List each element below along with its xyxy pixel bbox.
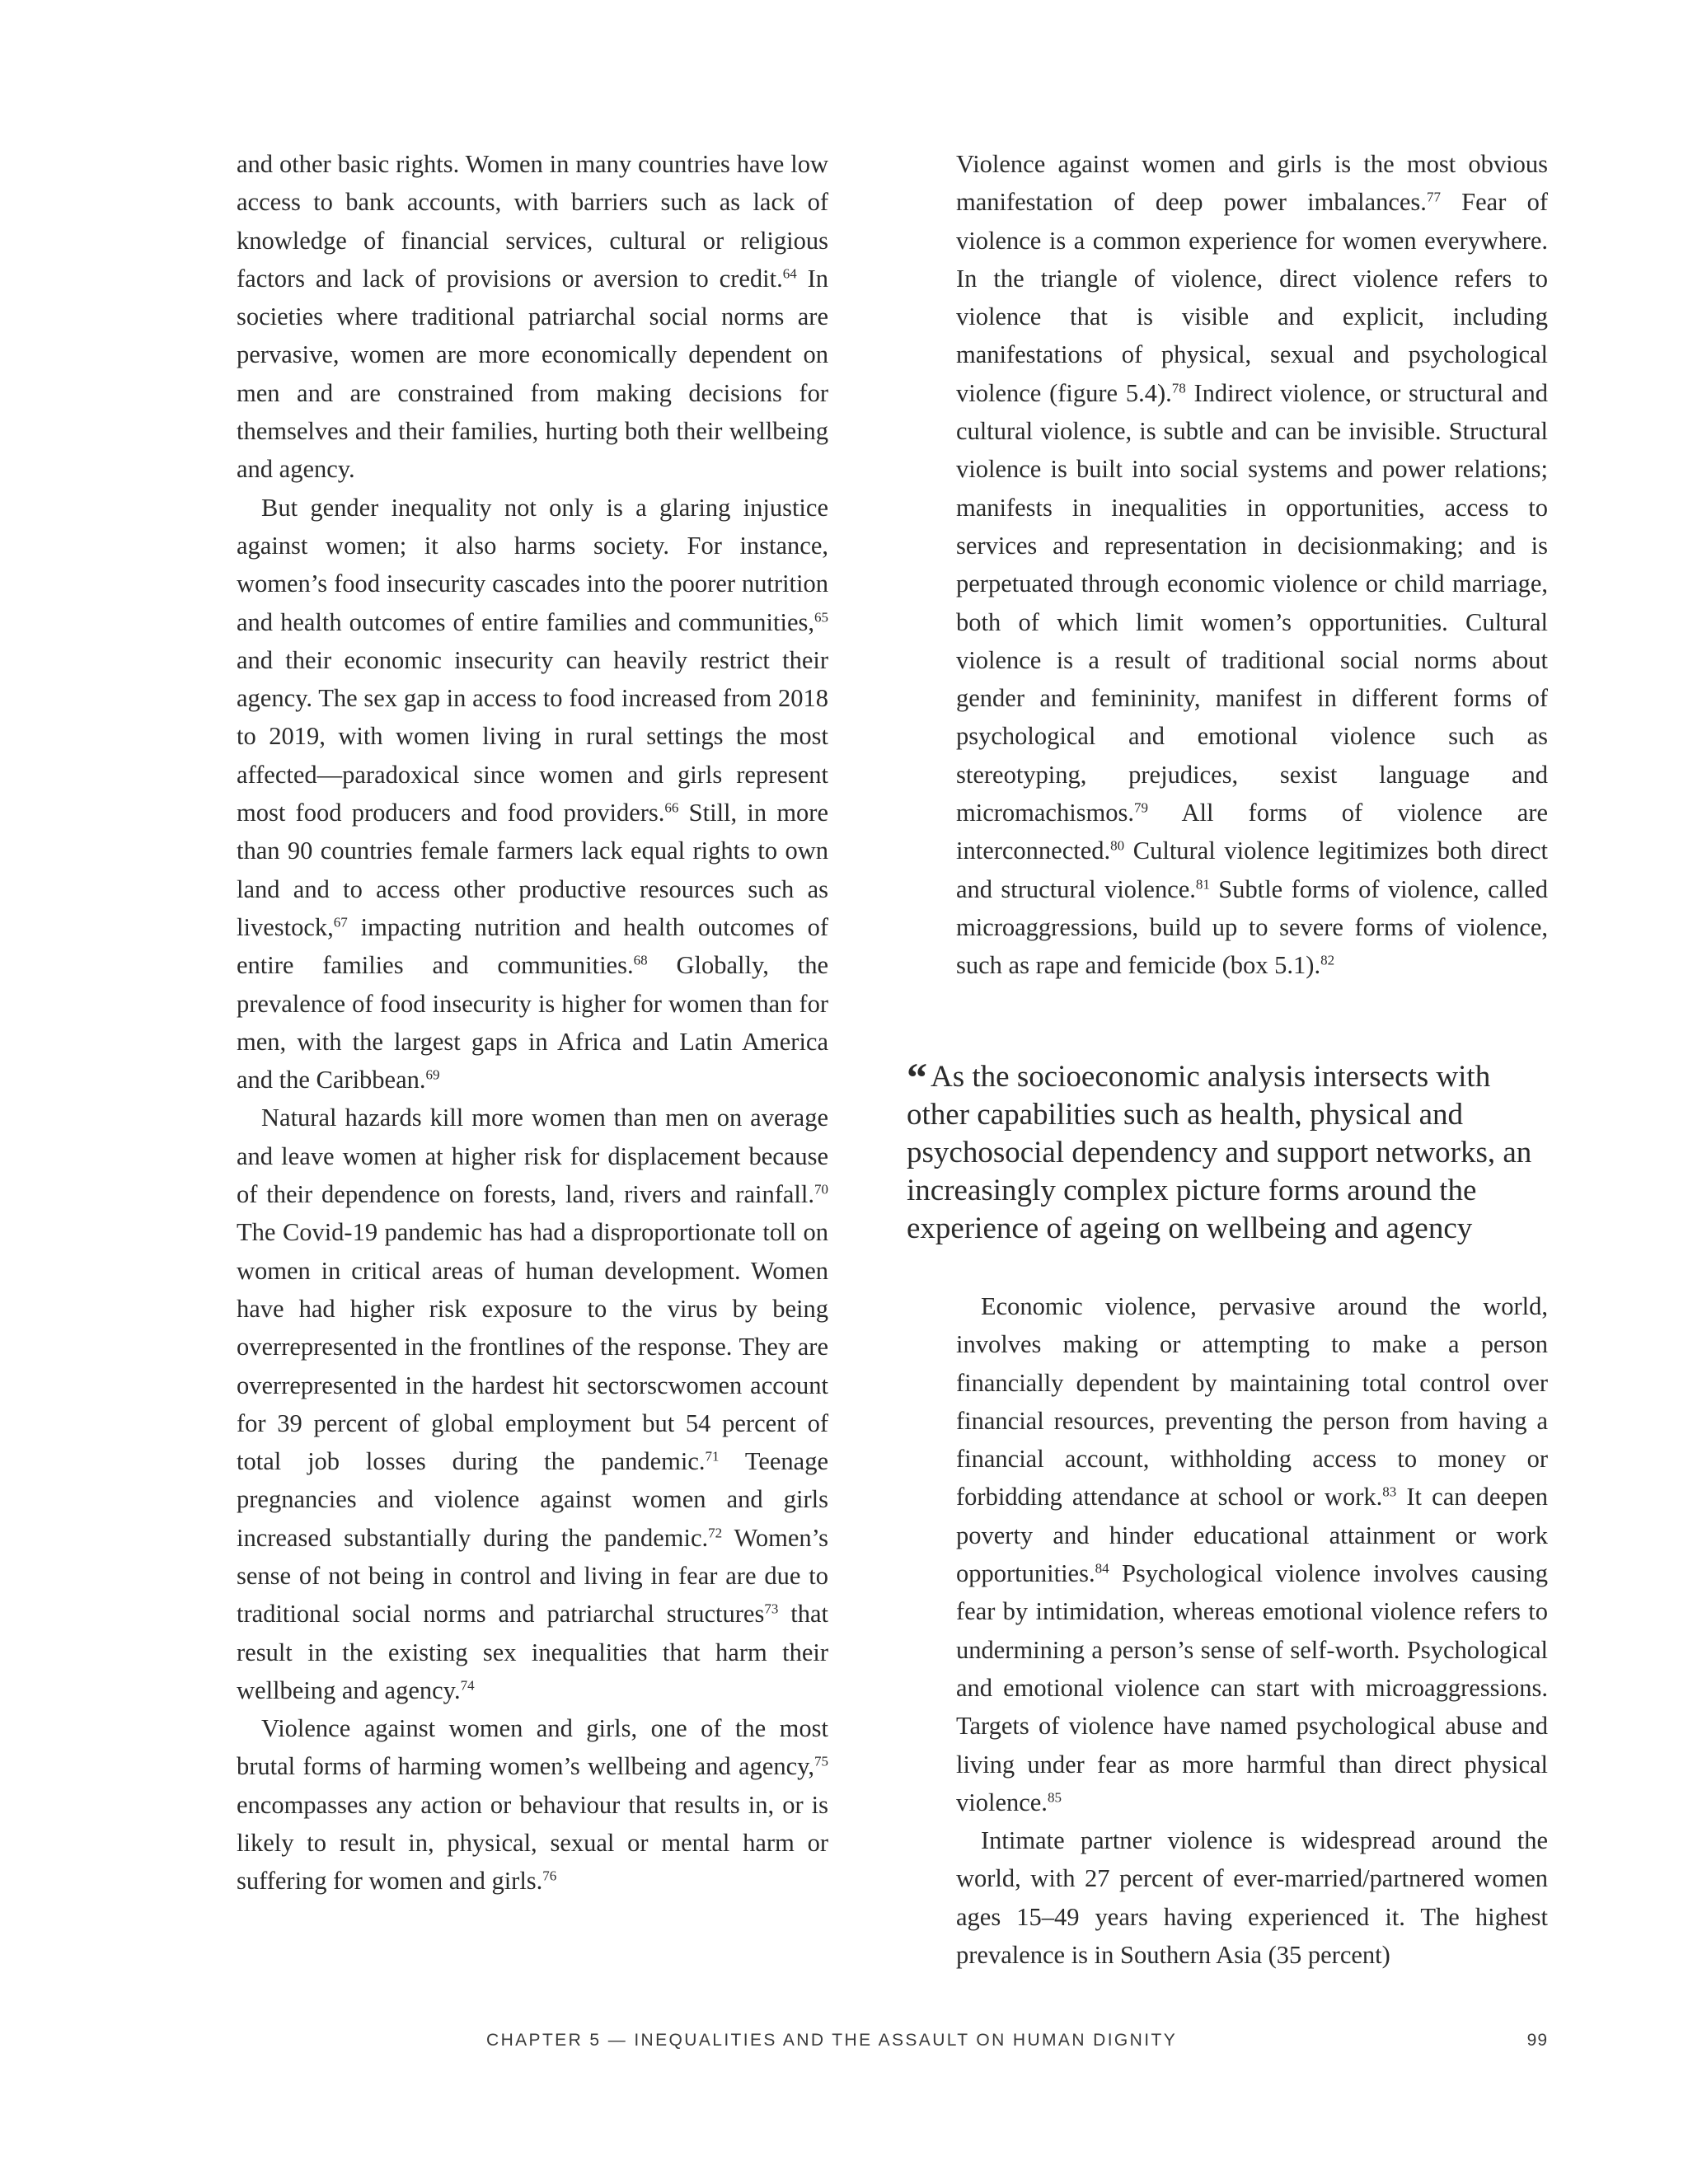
footnote-ref-69[interactable]: 69	[425, 1066, 440, 1083]
footnote-ref-73[interactable]: 73	[764, 1601, 779, 1617]
footnote-ref-71[interactable]: 71	[705, 1448, 720, 1465]
paragraph-gender-inequality: But gender inequality not only is a glaring injustice against women; it also harms society. For instance, women’s food insecurity cascades into the poorer nutrition and health outcomes of entire families and communities,$^{65}$ and their economic insecurity can heavily restrict their agency. The sex gap in access to food increased from 2018 to 2019, with women living in rural settings the most affected—paradoxical since women and girls represent most food producers and food providers.$^{66}$ Still, in more than 90 countries female farmers lack equal rights to own land and to access other productive resources such as livestock,$^{67}$ impacting nutrition and health outcomes of entire families and communities.$^{68}$ Globally, the prevalence of food insecurity is higher for women than for men, with the largest gaps in Africa and Latin America and the Caribbean.$^{69}$	[237, 493, 828, 1094]
footnote-ref-78[interactable]: 78	[1171, 380, 1186, 396]
footnote-ref-66[interactable]: 66	[664, 799, 679, 816]
footnote-ref-72[interactable]: 72	[708, 1525, 723, 1541]
footnote-ref-77[interactable]: 77	[1426, 189, 1441, 205]
paragraph-financial-access: and other basic rights. Women in many countries have low access to bank accounts, with barriers such as lack of knowledge of financial services, cultural or religious factors and lack of provisions or aversion to credit.$^{64}$ In societies where traditional patriarchal social norms are pervasive, women are more economically dependent on men and are constrained from making decisions for themselves and their families, hurting both their wellbeing and agency.	[237, 150, 828, 484]
footnote-ref-81[interactable]: 81	[1195, 876, 1210, 893]
footnote-ref-85[interactable]: 85	[1047, 1789, 1062, 1806]
footnote-ref-76[interactable]: 76	[542, 1868, 557, 1884]
quote-mark-icon: “	[907, 1054, 927, 1100]
right-column-top	[956, 145, 1548, 985]
footnote-ref-64[interactable]: 64	[782, 265, 797, 282]
running-head: CHAPTER 5 — INEQUALITIES AND THE ASSAULT ON HUMAN DIGNITY	[486, 2031, 1178, 2050]
footnote-ref-83[interactable]: 83	[1382, 1483, 1397, 1500]
paragraph-intimate-partner-violence: Intimate partner violence is widespread around the world, with 27 percent of ever-married/partnered women ages 15–49 years having experienced it. The highest prevalence is in Southern Asia (35 percent)	[956, 1826, 1548, 1970]
paragraph-triangle-of-violence: Violence against women and girls is the most obvious manifestation of deep power imbalances.$^{77}$ Fear of violence is a common experience for women everywhere. In the triangle of violence, direct violence refers to violence that is visible and explicit, including manifestations of physical, sexual and psychological violence (figure 5.4).$^{78}$ Indirect violence, or structural and cultural violence, is subtle and can be invisible. Structural violence is built into social systems and power relations; manifests in inequalities in opportunities, access to services and representation in decisionmaking; and is perpetuated through economic violence or child marriage, both of which limit women’s opportunities. Cultural violence is a result of traditional social norms about gender and femininity, manifest in different forms of psychological and emotional violence such as stereotyping, prejudices, sexist language and micromachismos.$^{79}$ All forms of violence are interconnected.$^{80}$ Cultural violence legitimizes both direct and structural violence.$^{81}$ Subtle forms of violence, called microaggressions, build up to severe forms of violence, such as rape and femicide (box 5.1).$^{82}$	[956, 150, 1548, 980]
footnote-ref-80[interactable]: 80	[1110, 837, 1125, 854]
paragraph-economic-violence: Economic violence, pervasive around the world, involves making or attempting to make a person financially dependent by maintaining total control over financial resources, preventing the person from having a financial account, withholding access to money or forbidding attendance at school or work.$^{83}$ It can deepen poverty and hinder educational attainment or work opportunities.$^{84}$ Psychological violence involves causing fear by intimidation, whereas emotional violence refers to undermining a person’s sense of self-worth. Psychological and emotional violence can start with microaggressions. Targets of violence have named psychological abuse and living under fear as more harmful than direct physical violence.$^{85}$	[956, 1292, 1548, 1816]
footnote-ref-79[interactable]: 79	[1134, 799, 1149, 816]
footnote-ref-84[interactable]: 84	[1095, 1560, 1109, 1577]
footnote-ref-75[interactable]: 75	[814, 1753, 828, 1769]
paragraph-natural-hazards: Natural hazards kill more women than men on average and leave women at higher risk for displacement because of their dependence on forests, land, rivers and rainfall.$^{70}$ The Covid-19 pandemic has had a disproportionate toll on women in critical areas of human development. Women have had higher risk exposure to the virus by being overrepresented in the frontlines of the response. They are overrepresented in the hardest hit sectorscwomen account for 39 percent of global employment but 54 percent of total job losses during the pandemic.$^{71}$ Teenage pregnancies and violence against women and girls increased substantially during the pandemic.$^{72}$ Women’s sense of not being in control and living in fear are due to traditional social norms and patriarchal structures$^{73}$ that result in the existing sex inequalities that harm their wellbeing and agency.$^{74}$	[237, 1104, 828, 1704]
pull-quote	[907, 1054, 1550, 1248]
footnote-ref-65[interactable]: 65	[814, 609, 828, 626]
footnote-ref-67[interactable]: 67	[333, 914, 348, 930]
footnote-ref-68[interactable]: 68	[633, 952, 648, 968]
right-column-bottom	[956, 1287, 1548, 1974]
footnote-ref-74[interactable]: 74	[460, 1677, 475, 1694]
footnote-ref-70[interactable]: 70	[814, 1181, 828, 1197]
page-number: 99	[1526, 2031, 1548, 2050]
pull-quote-text: As the socioeconomic analysis intersects with other capabilities such as health, physical and psychosocial dependency and support networks, an increasingly complex picture forms around the experience of ageing on wellbeing and agency	[907, 1060, 1532, 1245]
left-column	[237, 145, 828, 1900]
paragraph-violence-definition: Violence against women and girls, one of the most brutal forms of harming women’s wellbeing and agency,$^{75}$ encompasses any action or behaviour that results in, or is likely to result in, physical, sexual or mental harm or suffering for women and girls.$^{76}$	[237, 1714, 828, 1896]
footnote-ref-82[interactable]: 82	[1320, 952, 1335, 968]
